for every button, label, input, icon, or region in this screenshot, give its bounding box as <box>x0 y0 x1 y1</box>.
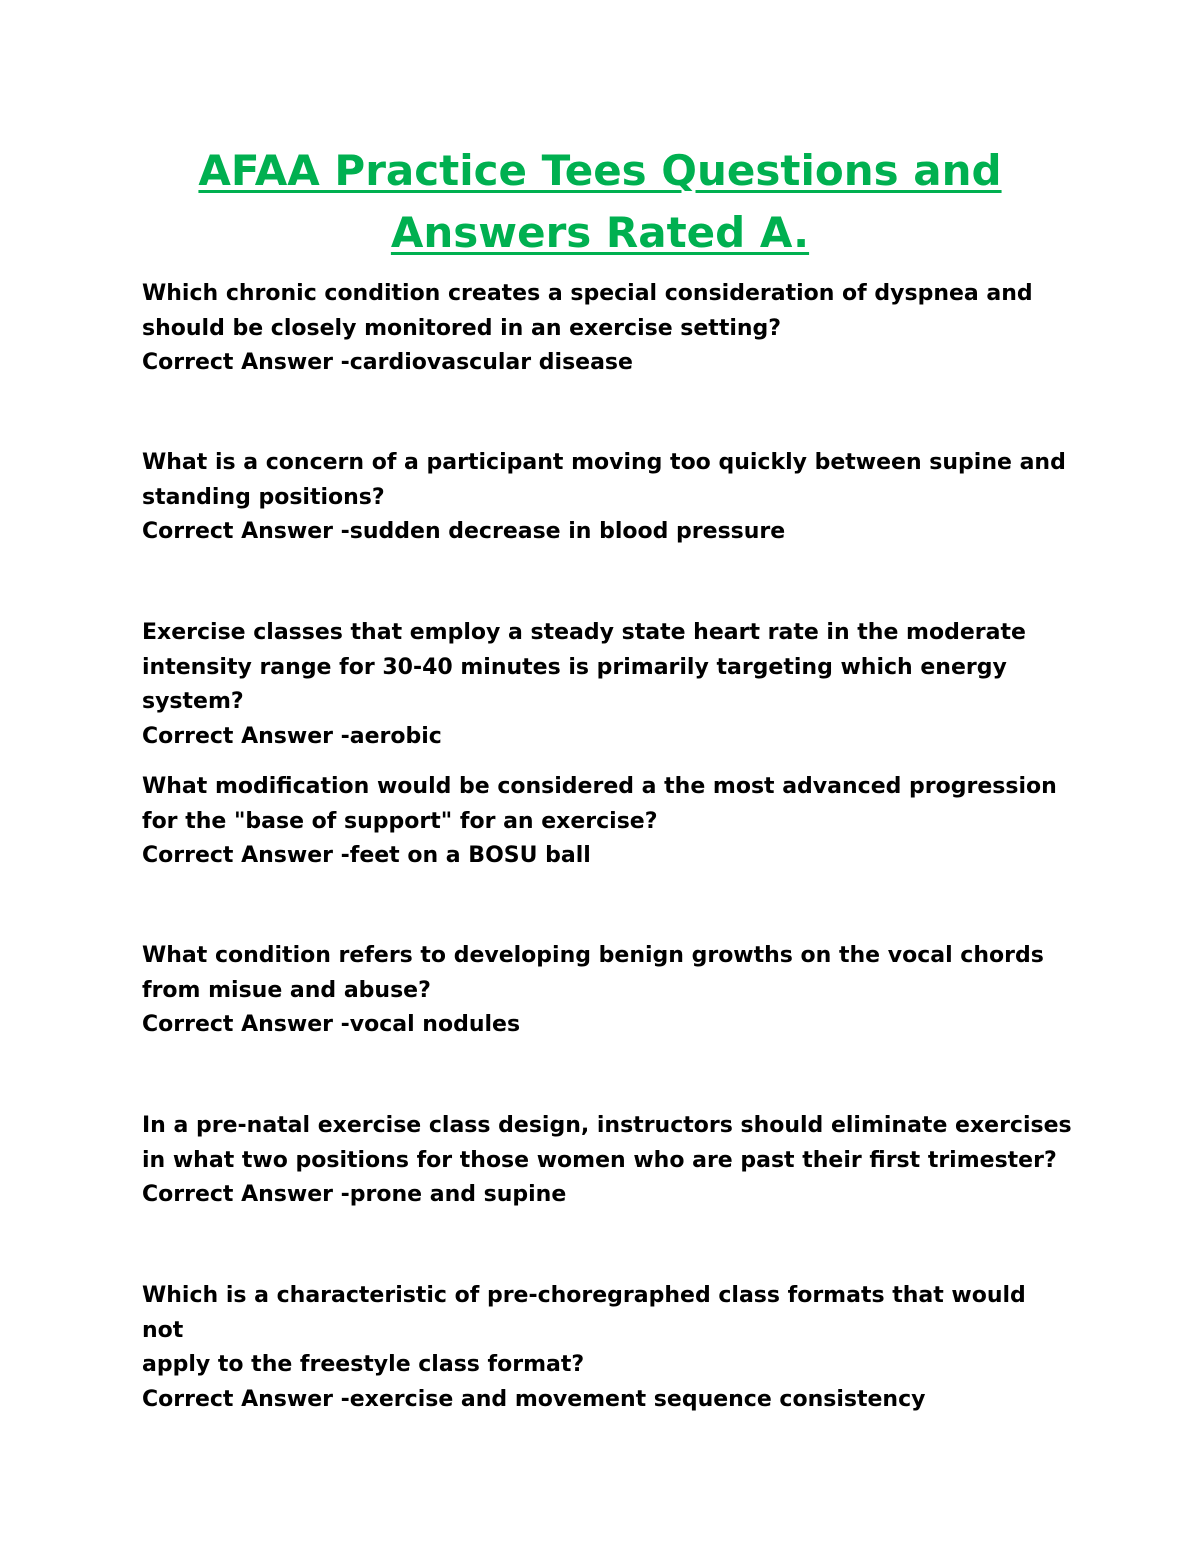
qa-item <box>142 446 1072 550</box>
answer-text: Correct Answer -aerobic <box>142 723 442 749</box>
answer-text: Correct Answer -feet on a BOSU ball <box>142 843 591 868</box>
title-line-2: Answers Rated A. <box>390 208 810 257</box>
answer-text: Correct Answer -prone and supine <box>142 1182 567 1207</box>
qa-item <box>142 277 1072 381</box>
qa-item <box>142 939 1072 1043</box>
question-text: Exercise classes that employ a steady state heart rate in the moderate intensity range for 30-40 minutes is primarily targeting which energy system? <box>142 620 1026 714</box>
answer-text: Correct Answer -cardiovascular disease <box>142 350 633 375</box>
qa-item <box>142 1279 1072 1417</box>
title-line-1: AFAA Practice Tees Questions and <box>198 146 1002 195</box>
question-text: What condition refers to developing benign growths on the vocal chords from misue and abuse? <box>142 943 1044 1003</box>
answer-text: Correct Answer -sudden decrease in blood pressure <box>142 519 786 544</box>
question-text: What modification would be considered a the most advanced progression for the "base of support" for an exercise? <box>142 774 1057 834</box>
answer-text: Correct Answer -vocal nodules <box>142 1012 521 1037</box>
question-text: What is a concern of a participant moving too quickly between supine and standing positions? <box>142 450 1066 510</box>
qa-item <box>142 616 1072 754</box>
question-text: Which is a characteristic of pre-choregraphed class formats that would not apply to the freestyle class format? <box>142 1283 1026 1377</box>
qa-item <box>142 770 1072 874</box>
document-title <box>0 140 1200 264</box>
question-text: Which chronic condition creates a special consideration of dyspnea and should be closely monitored in an exercise setting? <box>142 281 1033 341</box>
question-text: In a pre-natal exercise class design, instructors should eliminate exercises in what two positions for those women who are past their first trimester? <box>142 1113 1072 1173</box>
answer-text: Correct Answer -exercise and movement sequence consistency <box>142 1386 926 1412</box>
qa-item <box>142 1109 1072 1213</box>
